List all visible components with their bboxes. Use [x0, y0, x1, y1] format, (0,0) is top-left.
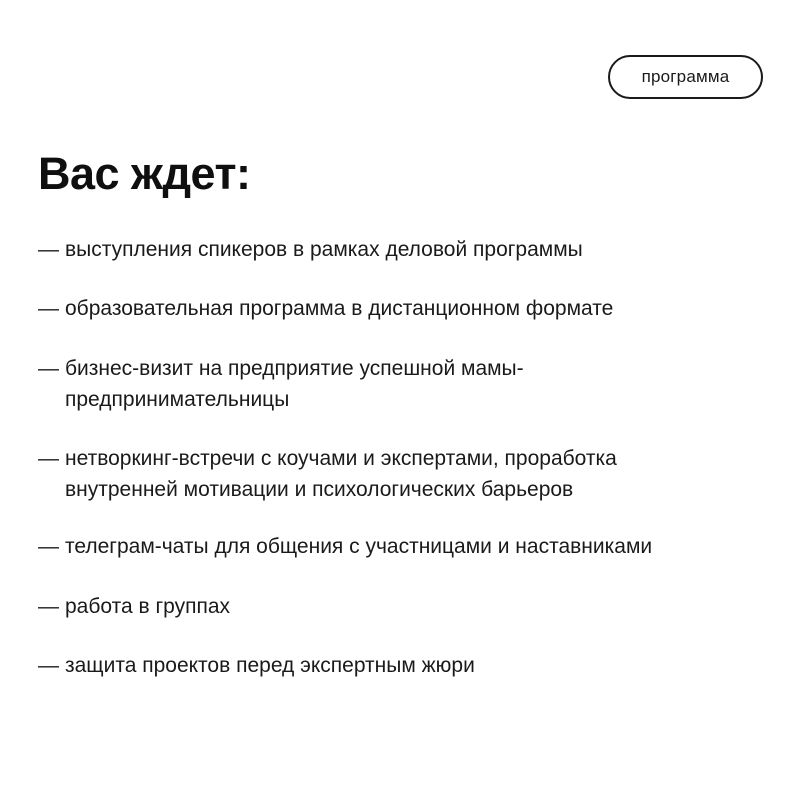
dash-bullet: — [38, 595, 59, 618]
list-item [38, 591, 778, 622]
list-item [38, 650, 778, 681]
list-item [38, 443, 778, 505]
list-item [38, 531, 778, 562]
dash-bullet: — [38, 357, 59, 380]
list-item [38, 293, 778, 324]
list-item-text: телеграм-чаты для общения с участницами и наставниками [65, 535, 653, 558]
list-item-text: образовательная программа в дистанционном формате [65, 297, 614, 320]
dash-bullet: — [38, 238, 59, 261]
list-item-text: защита проектов перед экспертным жюри [65, 654, 475, 677]
list-item-text: нетворкинг-встречи с коучами и экспертами, проработка внутренней мотивации и психологических барьеров [65, 447, 617, 501]
program-tag-label: программа [641, 67, 730, 86]
page-title: Вас ждет: [38, 148, 251, 199]
dash-bullet: — [38, 297, 59, 320]
list-item-text: бизнес-визит на предприятие успешной мамы- предпринимательницы [65, 357, 524, 411]
dash-bullet: — [38, 447, 59, 470]
list-item [38, 234, 778, 265]
dash-bullet: — [38, 535, 59, 558]
list-item-text: выступления спикеров в рамках деловой программы [65, 238, 583, 261]
list-item [38, 353, 778, 415]
dash-bullet: — [38, 654, 59, 677]
list-item-text: работа в группах [65, 595, 231, 618]
program-tag [608, 55, 763, 99]
